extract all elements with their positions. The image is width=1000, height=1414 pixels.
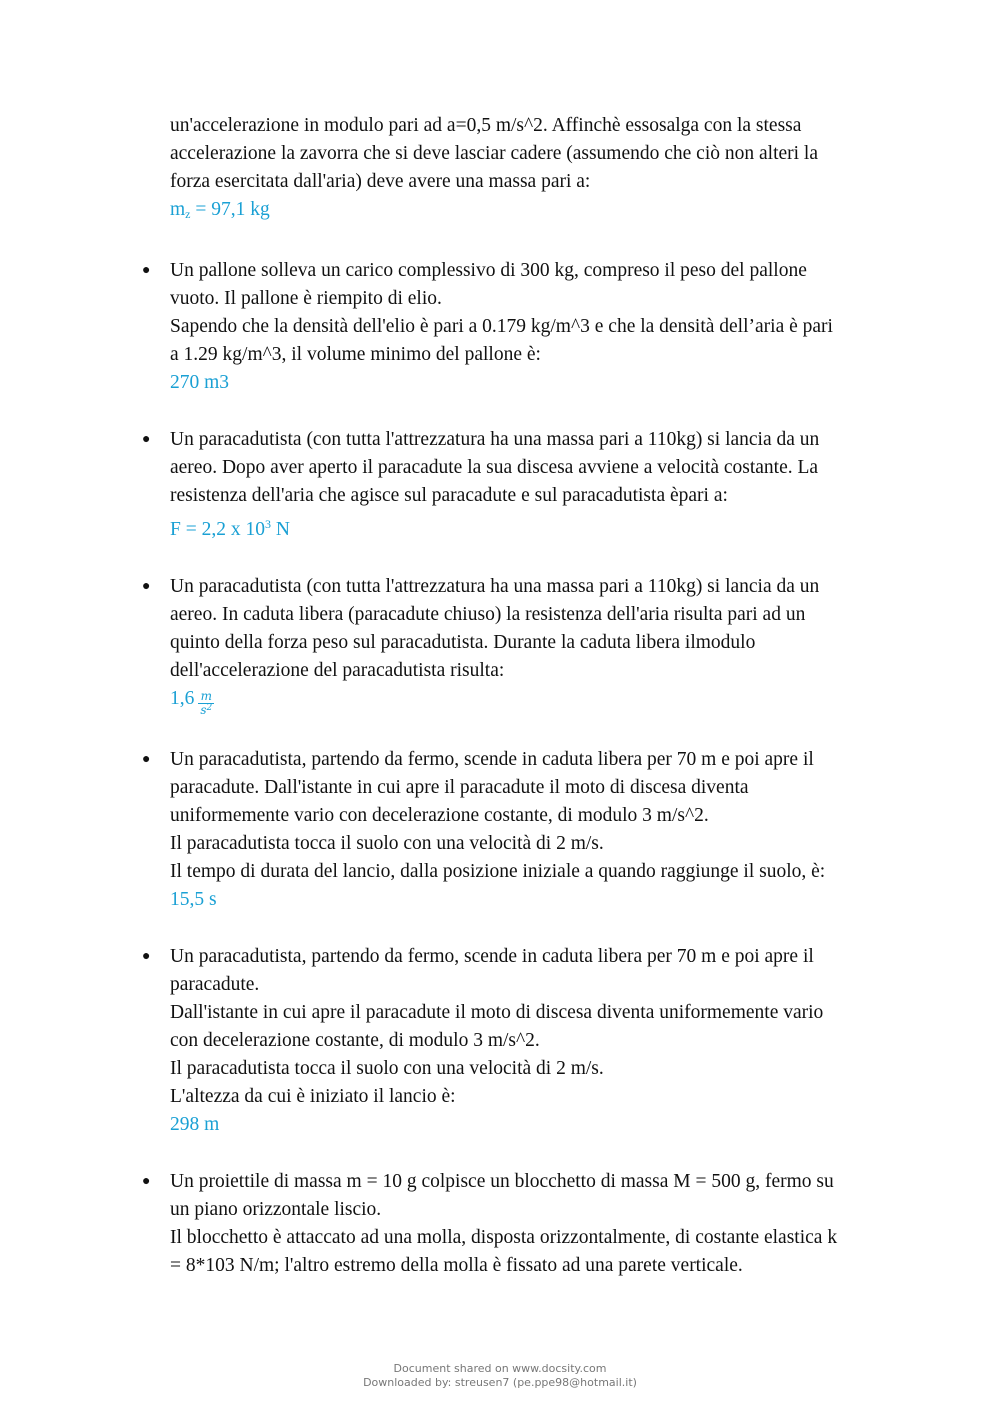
- footer-download-line: Downloaded by: streusen7 (pe.ppe98@hotmail.it): [363, 1376, 637, 1389]
- answer-subscript: z: [185, 207, 191, 221]
- answer-pre: F = 2,2 x 10: [170, 519, 265, 540]
- bullet-icon: ●: [142, 1174, 151, 1189]
- question-line: Il blocchetto è attaccato ad una molla, disposta orizzontalmente, di costante elastica k: [170, 1227, 838, 1248]
- question-line: Il tempo di durata del lancio, dalla posizione iniziale a quando raggiunge il suolo, è:: [170, 861, 826, 882]
- bullet-icon: ●: [142, 752, 151, 767]
- question-line: con decelerazione costante, di modulo 3 m/s^2.: [170, 1030, 540, 1051]
- question-line: aereo. Dopo aver aperto il paracadute la sua discesa avviene a velocità costante. La: [170, 457, 819, 478]
- bullet-icon: ●: [142, 579, 151, 594]
- question-line: vuoto. Il pallone è riempito di elio.: [170, 288, 442, 309]
- question-line: un'accelerazione in modulo pari ad a=0,5 m/s^2. Affinchè essosalga con la stessa: [170, 115, 802, 136]
- question-line: Dall'istante in cui apre il paracadute il moto di discesa diventa uniformemente vario: [170, 1002, 824, 1023]
- answer-text: [170, 685, 900, 717]
- answer-text: 298 m: [170, 1114, 220, 1135]
- question-line: un piano orizzontale liscio.: [170, 1199, 382, 1220]
- answer-rest: = 97,1 kg: [190, 199, 270, 220]
- question-line: Sapendo che la densità dell'elio è pari a 0.179 kg/m^3 e che la densità dell’aria è pari: [170, 316, 833, 337]
- question-line: = 8*103 N/m; l'altro estremo della molla è fissato ad una parete verticale.: [170, 1255, 743, 1276]
- question-line: Il paracadutista tocca il suolo con una velocità di 2 m/s.: [170, 833, 604, 854]
- bullet-icon: ●: [142, 432, 151, 447]
- question-line: a 1.29 kg/m^3, il volume minimo del pallone è:: [170, 344, 541, 365]
- question-block: [142, 746, 900, 914]
- question-block: [170, 112, 900, 228]
- fraction-denominator: [198, 704, 214, 717]
- answer-text: [170, 196, 900, 228]
- answer-base: m: [170, 199, 186, 220]
- question-line: paracadute. Dall'istante in cui apre il paracadute il moto di discesa diventa: [170, 777, 749, 798]
- question-line: aereo. In caduta libera (paracadute chiuso) la resistenza dell'aria risulta pari ad un: [170, 604, 806, 625]
- question-line: resistenza dell'aria che agisce sul paracadute e sul paracadutista èpari a:: [170, 485, 728, 506]
- bullet-icon: ●: [142, 263, 151, 278]
- unit-fraction: [198, 690, 214, 717]
- question-block: [142, 1168, 900, 1280]
- question-line: forza esercitata dall'aria) deve avere una massa pari a:: [170, 171, 591, 192]
- question-line: Un pallone solleva un carico complessivo di 300 kg, compreso il peso del pallone: [170, 260, 807, 281]
- question-block: [142, 943, 900, 1139]
- question-line: Un paracadutista, partendo da fermo, scende in caduta libera per 70 m e poi apre il: [170, 749, 814, 770]
- question-block: [142, 426, 900, 544]
- question-line: Il paracadutista tocca il suolo con una velocità di 2 m/s.: [170, 1058, 604, 1079]
- question-line: Un paracadutista (con tutta l'attrezzatura ha una massa pari a 110kg) si lancia da un: [170, 429, 820, 450]
- question-block: [142, 257, 900, 397]
- question-line: uniformemente vario con decelerazione costante, di modulo 3 m/s^2.: [170, 805, 709, 826]
- fraction-numerator: m: [198, 690, 214, 704]
- question-line: quinto della forza peso sul paracadutista. Durante la caduta libera ilmodulo: [170, 632, 756, 653]
- denominator-exponent: 2: [206, 703, 213, 713]
- question-block: [142, 573, 900, 717]
- answer-value: 1,6: [170, 688, 195, 709]
- answer-text: 15,5 s: [170, 889, 217, 910]
- answer-text: 270 m3: [170, 372, 230, 393]
- question-line: Un paracadutista, partendo da fermo, scende in caduta libera per 70 m e poi apre il: [170, 946, 814, 967]
- page-content: [142, 112, 900, 1309]
- answer-post: N: [270, 519, 290, 540]
- page-footer: [0, 1362, 1000, 1390]
- question-line: paracadute.: [170, 974, 260, 995]
- question-line: Un paracadutista (con tutta l'attrezzatura ha una massa pari a 110kg) si lancia da un: [170, 576, 820, 597]
- footer-shared-line: Document shared on www.docsity.com: [393, 1362, 607, 1375]
- question-line: dell'accelerazione del paracadutista risulta:: [170, 660, 505, 681]
- bullet-icon: ●: [142, 949, 151, 964]
- answer-text: [170, 510, 900, 544]
- answer-exponent: 3: [264, 517, 271, 531]
- question-line: Un proiettile di massa m = 10 g colpisce un blocchetto di massa M = 500 g, fermo su: [170, 1171, 834, 1192]
- question-line: L'altezza da cui è iniziato il lancio è:: [170, 1086, 456, 1107]
- denominator-base: s: [200, 703, 207, 717]
- question-line: accelerazione la zavorra che si deve lasciar cadere (assumendo che ciò non alteri la: [170, 143, 819, 164]
